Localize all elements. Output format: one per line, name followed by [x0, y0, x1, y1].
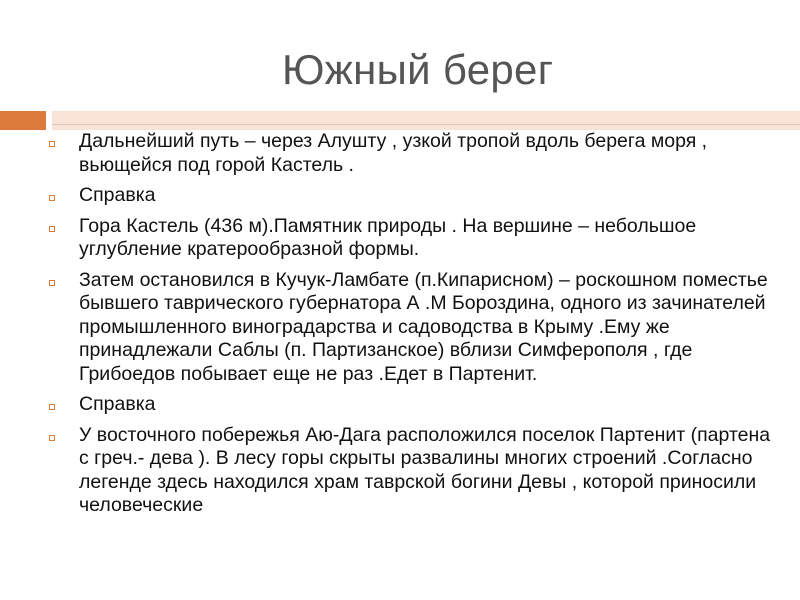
bullet-item — [0, 184, 800, 208]
bullet-square-icon — [49, 226, 55, 232]
bullet-text: У восточного побережья Аю-Дага расположился поселок Партенит (партена с греч.- дева ). В лесу горы скрыты развалины многих строений .Согласно легенде здесь находился храм таврской богини Девы , которой приносили человеческие — [79, 423, 771, 516]
slide-title: Южный берег — [282, 46, 554, 93]
title-rule-line — [52, 124, 800, 125]
title-rule — [52, 111, 800, 130]
bullet-text: Справка — [79, 184, 156, 206]
bullet-square-icon — [49, 435, 55, 441]
bullet-square-icon — [49, 280, 55, 286]
bullet-text: Затем остановился в Кучук-Ламбате (п.Кипарисном) – роскошном поместье бывшего таврического губернатора А .М Бороздина, одного из зачинателей промышленного виноградарства и садоводства в Крыму .Ему же принадлежали Саблы (п. Партизанское) вблизи Симферополя , где Грибоедов побывает еще не раз .Едет в Партенит. — [79, 268, 768, 385]
bullet-text: Гора Кастель (436 м).Памятник природы . На вершине – небольшое углубление кратерообразной формы. — [79, 214, 697, 260]
accent-bar — [0, 111, 46, 130]
bullet-item — [0, 269, 800, 387]
bullet-item — [0, 393, 800, 417]
bullet-square-icon — [49, 404, 55, 410]
bullet-square-icon — [49, 141, 55, 147]
bullet-text: Дальнейший путь – через Алушту , узкой тропой вдоль берега моря , вьющейся под горой Кастель . — [79, 130, 708, 176]
bullet-item — [0, 130, 800, 177]
bullet-item — [0, 215, 800, 262]
bullet-square-icon — [49, 195, 55, 201]
bullet-text: Справка — [79, 393, 156, 415]
bullet-item — [0, 424, 800, 518]
bullet-list — [0, 130, 800, 525]
